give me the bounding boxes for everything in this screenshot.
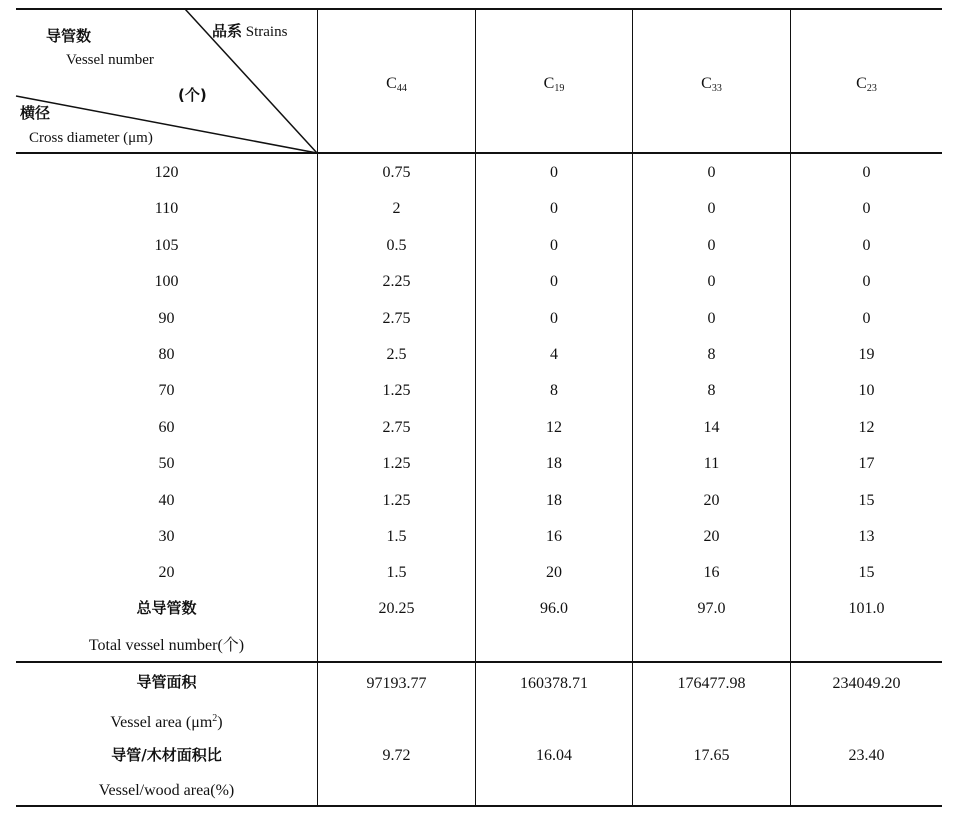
cross-diameter-cell: 30	[158, 528, 175, 545]
vessel-area-label-en: Vessel area $(\mu m^2)$	[110, 713, 223, 731]
cross-diameter-label-cn: 横径	[20, 104, 51, 122]
vessel-count-cell-c33: 16	[703, 564, 720, 581]
vessel-count-cell-c23: 0	[862, 164, 871, 181]
cross-diameter-cell: 80	[158, 346, 175, 363]
strains-label-cn: 品系	[212, 22, 243, 40]
total-value-c23: 101.0	[848, 600, 885, 617]
area-ratio-value-c23: 23.40	[848, 747, 885, 764]
vessel-count-cell-c19: 12	[546, 419, 562, 436]
cross-diameter-cell: 120	[154, 164, 179, 181]
cross-diameter-cell: 40	[158, 492, 175, 509]
vessel-count-cell-c19: 18	[546, 492, 562, 509]
area-ratio-value-c33: 17.65	[693, 747, 730, 764]
vessel-count-cell-c19: 0	[550, 273, 558, 290]
vessel-area-value-c44: 97193.77	[366, 675, 427, 692]
vessel-count-cell-c19: 18	[546, 455, 562, 472]
cross-diameter-cell: 50	[158, 455, 175, 472]
bottom-rule	[16, 805, 942, 807]
vessel-count-cell-c44: 2.75	[382, 310, 411, 327]
vessel-count-cell-c33: 20	[703, 492, 720, 509]
vessel-count-cell-c23: 12	[858, 419, 875, 436]
vessel-count-cell-c44: 2.75	[382, 419, 411, 436]
vessel-count-cell-c33: 0	[707, 310, 716, 327]
vessel-count-cell-c19: 16	[546, 528, 562, 545]
vessel-count-cell-c44: 1.25	[382, 382, 411, 399]
vessel-count-cell-c33: 8	[707, 382, 716, 399]
strains-label	[212, 22, 287, 41]
cross-diameter-cell: 70	[158, 382, 175, 399]
vessel-count-cell-c44: 1.25	[382, 455, 411, 472]
total-rule	[16, 661, 942, 663]
vessel-area-value-c33: 176477.98	[677, 675, 746, 692]
vessel-count-cell-c33: 11	[703, 455, 720, 472]
vessel-count-cell-c23: 10	[858, 382, 875, 399]
vessel-count-cell-c19: 0	[550, 200, 558, 217]
vessel-area-value-c19: 160378.71	[520, 675, 588, 692]
vessel-count-cell-c44: 2.5	[386, 346, 407, 363]
vessel-count-cell-c23: 13	[858, 528, 875, 545]
vessel-count-cell-c23: 19	[858, 346, 875, 363]
area-ratio-label-en: Vessel/wood area(%)	[98, 782, 235, 799]
vessel-area-label-cn: 导管面积	[136, 673, 197, 691]
vessel-count-cell-c44: 1.5	[386, 528, 407, 545]
vessel-count-cell-c23: 15	[858, 564, 875, 581]
vessel-count-cell-c19: 0	[550, 237, 558, 254]
vessel-number-label-cn: 导管数	[46, 27, 92, 45]
cross-diameter-cell: 100	[154, 273, 179, 290]
vessel-count-cell-c44: 1.5	[386, 564, 407, 581]
vessel-count-cell-c23: 0	[862, 310, 871, 327]
vessel-count-cell-c33: 0	[707, 164, 716, 181]
vessel-count-cell-c44: 2.25	[382, 273, 411, 290]
vessel-count-cell-c23: 17	[858, 455, 875, 472]
vessel-count-cell-c19: 4	[550, 346, 558, 363]
total-label-en: Total vessel number(个)	[88, 637, 245, 654]
cross-diameter-cell: 90	[158, 310, 175, 327]
vessel-count-cell-c23: 15	[858, 492, 875, 509]
vessel-count-cell-c33: 14	[703, 419, 720, 436]
cross-diameter-label-en: Cross diameter (μm)	[29, 130, 153, 146]
column-header-c19: $C_{19}$	[543, 75, 565, 94]
column-header-c44: $C_{44}$	[386, 75, 407, 94]
vessel-number-unit: (个)	[178, 86, 207, 104]
vessel-count-cell-c23: 0	[862, 200, 871, 217]
area-ratio-value-c19: 16.04	[536, 747, 572, 764]
vessel-area-value-c23: 234049.20	[832, 675, 901, 692]
vessel-count-cell-c44: 1.25	[382, 492, 411, 509]
vessel-count-cell-c33: 20	[703, 528, 720, 545]
vessel-count-cell-c33: 0	[707, 200, 716, 217]
total-value-c19: 96.0	[540, 600, 568, 617]
vessel-count-cell-c33: 0	[707, 237, 716, 254]
area-ratio-label-cn: 导管/木材面积比	[111, 746, 222, 764]
vessel-count-cell-c23: 0	[862, 273, 871, 290]
vessel-count-cell-c23: 0	[862, 237, 871, 254]
total-label-cn: 总导管数	[136, 599, 197, 617]
strains-label-en: Strains	[245, 24, 288, 40]
cross-diameter-cell: 110	[154, 200, 179, 217]
vessel-count-cell-c19: 20	[546, 564, 562, 581]
column-header-c33: $C_{33}$	[701, 75, 722, 94]
cross-diameter-cell: 60	[158, 419, 175, 436]
area-ratio-value-c44: 9.72	[382, 747, 411, 764]
vessel-count-cell-c33: 0	[707, 273, 716, 290]
total-value-c33: 97.0	[697, 600, 726, 617]
cross-diameter-cell: 105	[154, 237, 179, 254]
total-value-c44: 20.25	[378, 600, 415, 617]
vessel-number-label-en: Vessel number	[66, 52, 154, 68]
vessel-count-cell-c44: 2	[392, 200, 401, 217]
vessel-count-cell-c19: 8	[550, 382, 558, 399]
vessel-count-cell-c33: 8	[707, 346, 716, 363]
cross-diameter-cell: 20	[158, 564, 175, 581]
vessel-count-cell-c44: 0.5	[386, 237, 407, 254]
vessel-count-cell-c19: 0	[550, 164, 558, 181]
vessel-count-cell-c44: 0.75	[382, 164, 411, 181]
vessel-count-cell-c19: 0	[550, 310, 558, 327]
column-header-c23: $C_{23}$	[856, 75, 877, 94]
